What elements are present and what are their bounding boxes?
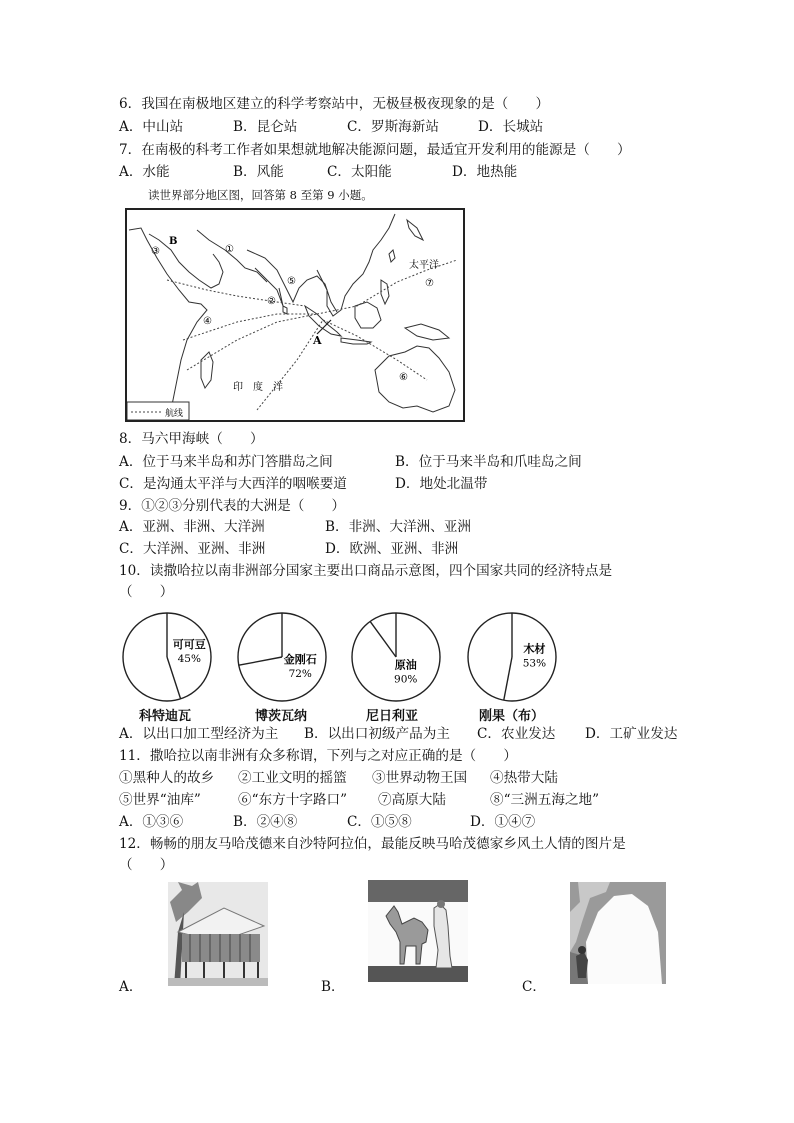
pie-product-label-1: 可可豆 [172,638,206,652]
picture-c-igloo [570,882,666,984]
q11-option-c: C．①⑤⑧ [347,814,412,830]
q11-item-7: ⑦高原大陆 [378,792,446,808]
map-label-a: A [313,334,322,347]
q8-option-c: C．是沟通太平洋与大西洋的咽喉要道 [119,476,347,492]
q11-item-6: ⑥“东方十字路口” [238,792,348,808]
map-legend-text: 航线 [165,409,184,419]
export-pie-charts [110,607,730,707]
q7-option-a: A．水能 [119,164,170,180]
q7-option-b: B．风能 [233,164,284,180]
map-label-b: B [169,236,178,247]
q10-option-c: C．农业发达 [477,726,556,742]
q7-option-c: C．太阳能 [327,164,392,180]
q8-option-d: D．地处北温带 [395,476,488,492]
map-label-pacific: 太平洋 [409,260,439,271]
pie-product-label-4: 木材 [523,642,546,656]
map-label-1: ① [225,244,234,255]
q8-stem: 8．马六甲海峡（ ） [119,431,264,447]
pie-caption-3: 尼日利亚 [366,709,419,724]
q11-item-8: ⑧“三洲五海之地” [490,792,600,808]
pie-percent-label-1: 45% [177,653,201,666]
q9-option-d: D．欧洲、亚洲、非洲 [325,541,459,557]
map-label-5: ⑤ [287,276,296,287]
map-label-3: ③ [151,246,160,257]
q9-stem: 9．①②③分别代表的大洲是（ ） [119,498,346,514]
q10-option-d: D．工矿业发达 [585,726,678,742]
map-label-indian-ocean: 印 度 洋 [233,382,283,393]
q11-item-3: ③世界动物王国 [372,770,468,786]
pie-percent-label-2: 72% [288,667,312,680]
map-label-0: ② [267,296,276,307]
picture-b-label: B． [321,979,345,995]
q9-option-a: A．亚洲、非洲、大洋洲 [119,519,265,535]
pie-caption-1: 科特迪瓦 [139,709,192,724]
q7-stem: 7．在南极的科考工作者如果想就地解决能源问题，最适宜开发利用的能源是（ ） [119,142,631,158]
q10-stem: 10．读撒哈拉以南非洲部分国家主要出口商品示意图，四个国家共同的经济特点是 [119,563,613,579]
map-intro: 读世界部分地区图，回答第 8 至第 9 小题。 [148,188,373,202]
q11-item-1: ①黑种人的故乡 [119,770,215,786]
q6-option-d: D．长城站 [478,119,544,135]
q7-option-d: D．地热能 [452,164,518,180]
q12-stem: 12．畅畅的朋友马哈茂德来自沙特阿拉伯，最能反映马哈茂德家乡风土人情的图片是 [119,836,626,852]
pie-caption-4: 刚果（布） [479,709,545,724]
q11-option-d: D．①④⑦ [470,814,536,830]
pie-product-label-3: 原油 [394,658,417,672]
q10-option-b: B．以出口初级产品为主 [304,726,450,742]
picture-c-label: C． [522,979,546,995]
q11-option-b: B．②④⑧ [233,814,298,830]
q11-item-2: ②工业文明的摇篮 [238,770,347,786]
map-label-6: ⑥ [399,372,408,383]
pie-product-label-2: 金刚石 [283,652,317,666]
q11-option-a: A．①③⑥ [119,814,184,830]
pie-percent-label-3: 90% [394,673,418,686]
q6-option-a: A．中山站 [119,119,184,135]
q11-item-5: ⑤世界“油库” [119,792,201,808]
q11-stem: 11．撒哈拉以南非洲有众多称谓，下列与之对应正确的是（ ） [119,748,517,764]
pie-caption-2: 博茨瓦纳 [255,709,308,724]
q6-option-b: B．昆仑站 [233,119,298,135]
picture-a-stilt-house [168,882,268,986]
q8-option-b: B．位于马来半岛和爪哇岛之间 [395,454,582,470]
q9-option-c: C．大洋洲、亚洲、非洲 [119,541,266,557]
q11-item-4: ④热带大陆 [490,770,558,786]
q10-option-a: A．以出口加工型经济为主 [119,726,279,742]
q9-option-b: B．非洲、大洋洲、亚洲 [325,519,471,535]
map-label-7: ⑦ [425,278,434,289]
q10-stem-blank: （ ） [119,584,174,600]
q6-stem: 6．我国在南极地区建立的科学考察站中，无极昼极夜现象的是（ ） [119,96,550,112]
q6-option-c: C．罗斯海新站 [347,119,439,135]
q12-stem-blank: （ ） [119,857,174,873]
pie-percent-label-4: 53% [522,657,547,670]
q8-option-a: A．位于马来半岛和苏门答腊岛之间 [119,454,333,470]
picture-b-camel-desert [368,880,468,982]
world-region-map [125,208,465,422]
picture-a-label: A． [119,979,143,995]
map-label-4: ④ [203,316,212,327]
